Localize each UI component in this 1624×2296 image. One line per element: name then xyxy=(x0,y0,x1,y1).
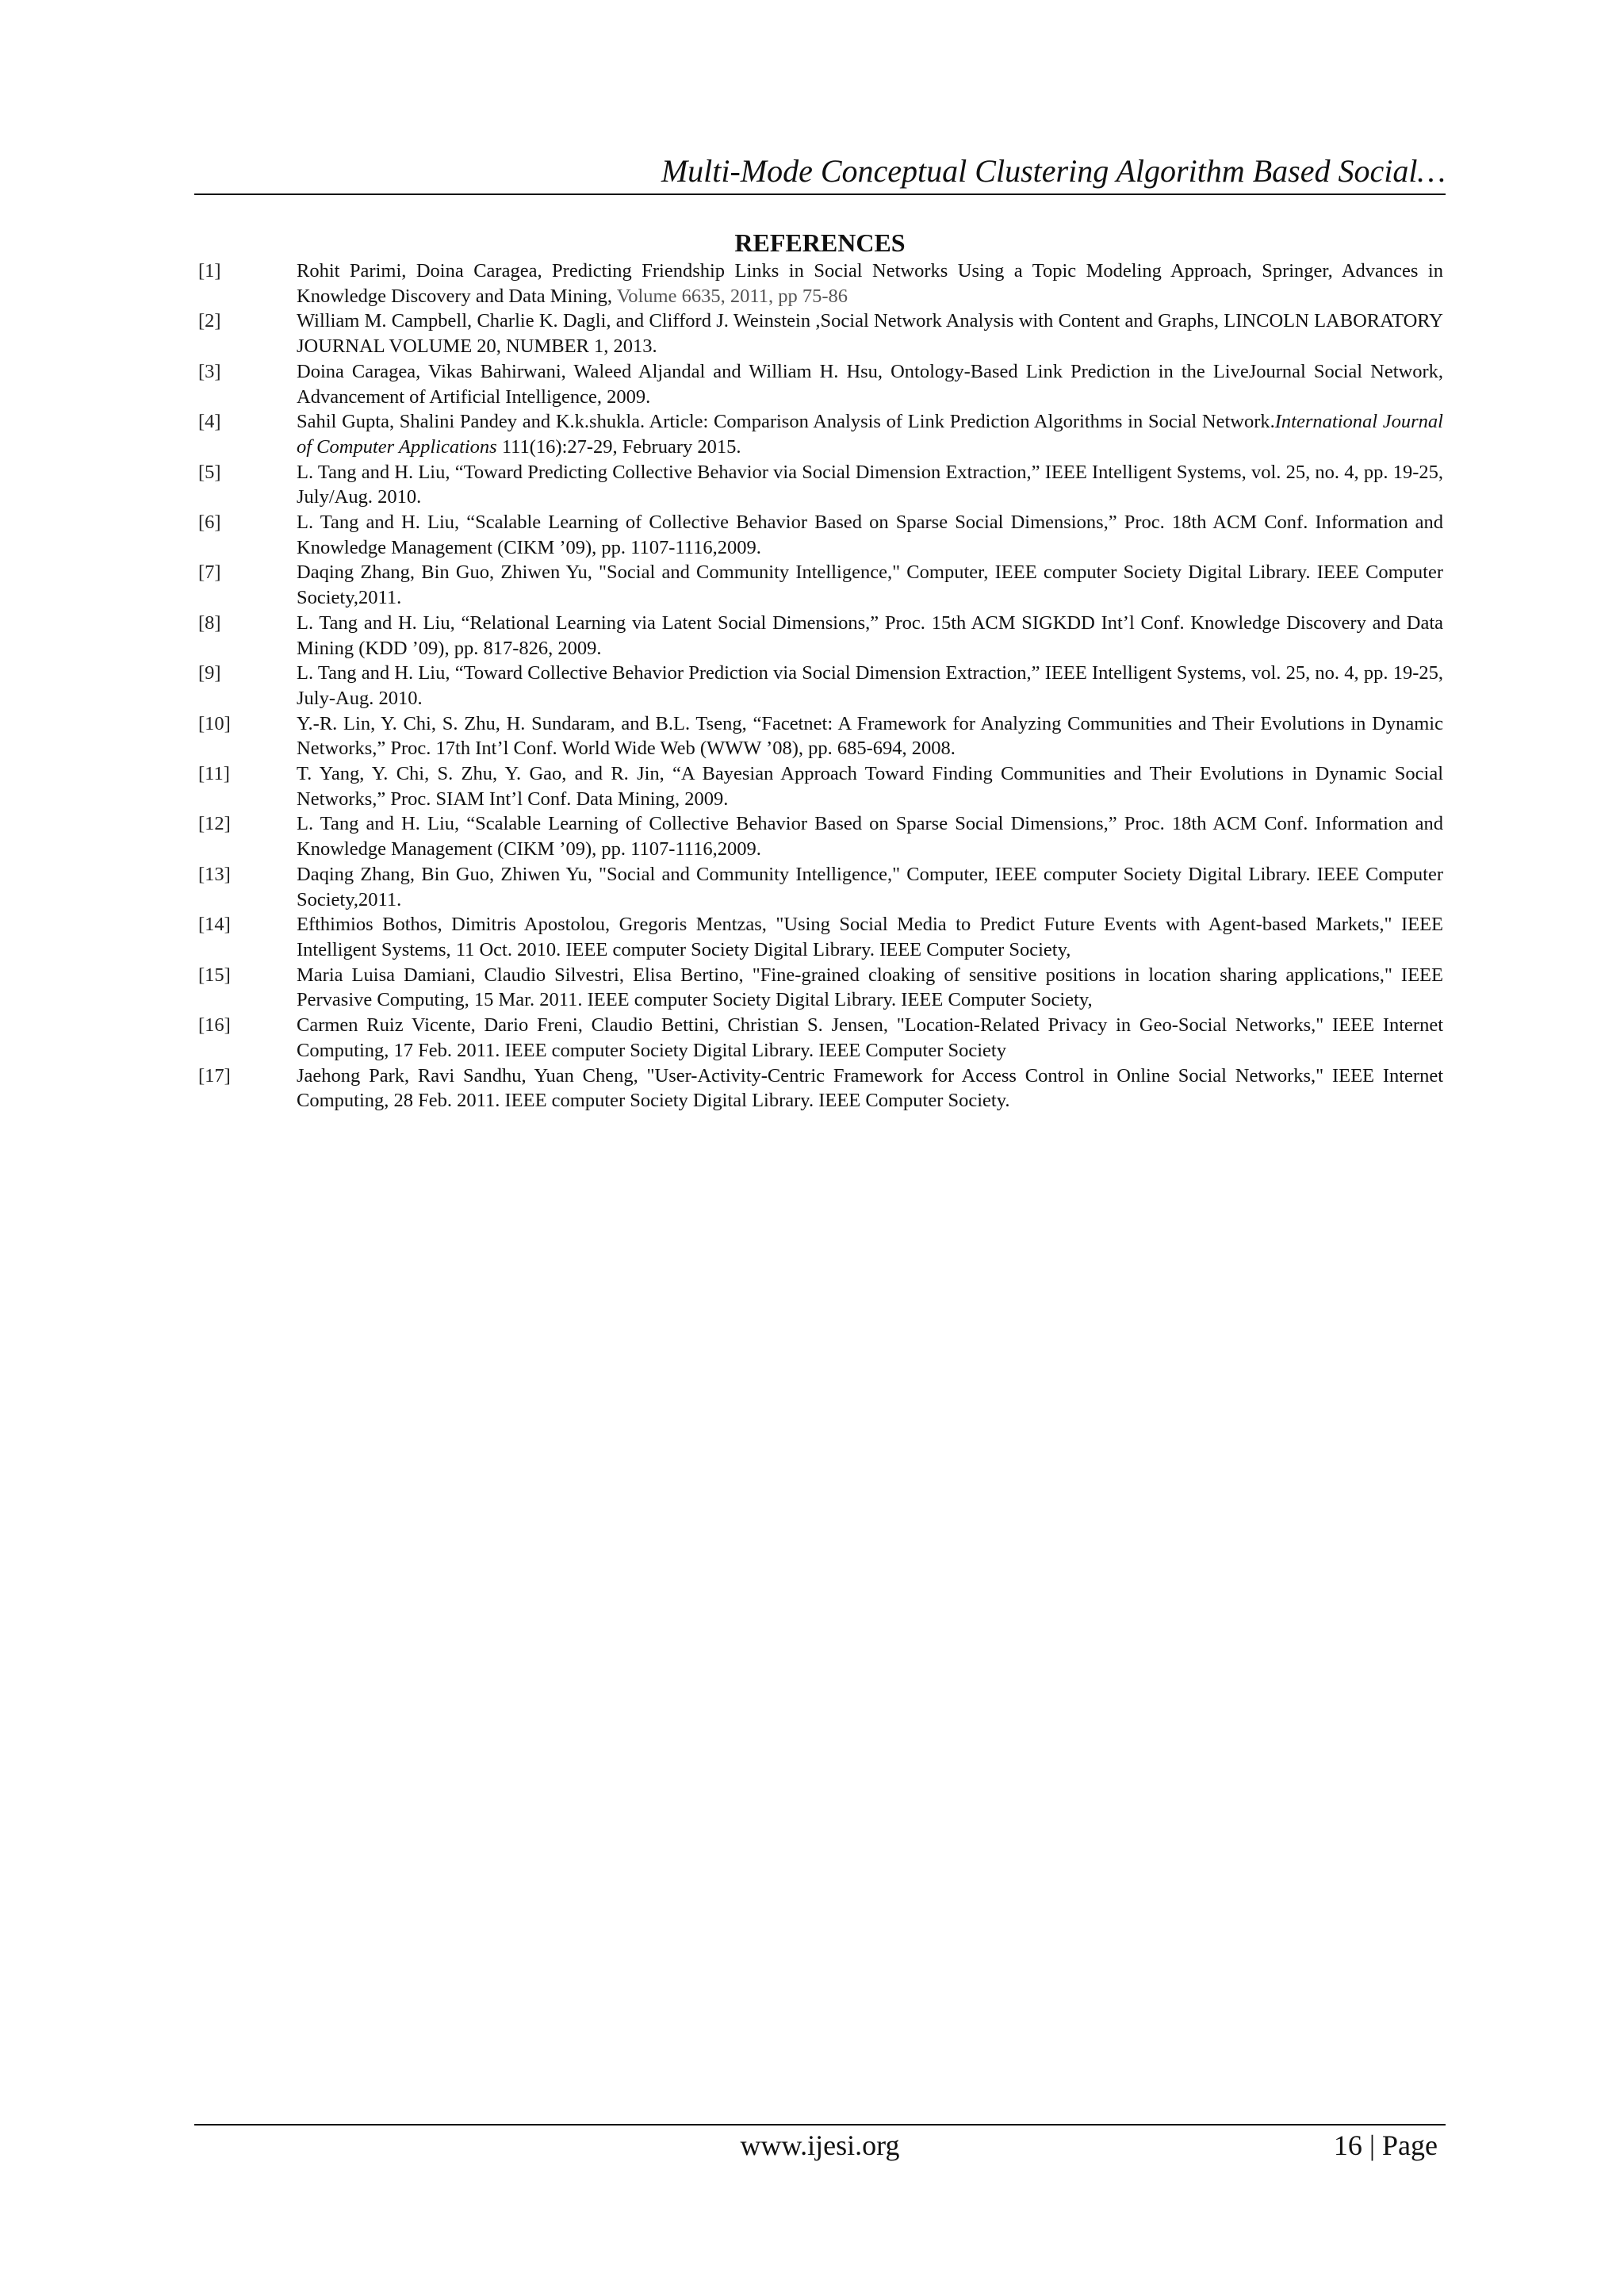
reference-number: [4] xyxy=(198,411,221,433)
reference-item xyxy=(198,309,1443,358)
reference-number: [3] xyxy=(198,360,221,382)
reference-text-text: Maria Luisa Damiani, Claudio Silvestri, Elisa Bertino, "Fine-grained cloaking of sensitive positions in location sharing applications," IEEE Pervasive Computing, 15 Mar. 2011. IEEE computer Society Digital Library. IEEE Computer Society, xyxy=(297,964,1443,1011)
reference-text-text: Doina Caragea, Vikas Bahirwani, Waleed Aljandal and William H. Hsu, Ontology-Based Link Prediction in the LiveJournal Social Network, Advancement of Artificial Intelligence, 2009. xyxy=(297,360,1443,408)
reference-text-text: Efthimios Bothos, Dimitris Apostolou, Gregoris Mentzas, "Using Social Media to Predict Future Events with Agent-based Markets," IEEE Intelligent Systems, 11 Oct. 2010. IEEE computer Society Digital Library. IEEE Computer Society, xyxy=(297,914,1443,960)
reference-text xyxy=(297,359,1443,409)
reference-item xyxy=(198,912,1443,962)
reference-number: [6] xyxy=(198,512,221,534)
reference-text-text: L. Tang and H. Liu, “Toward Predicting Collective Behavior via Social Dimension Extraction,” IEEE Intelligent Systems, vol. 25, no. 4, pp. 19-25, July/Aug. 2010. xyxy=(297,461,1443,508)
reference-number: [8] xyxy=(198,611,221,634)
reference-text xyxy=(297,661,1443,711)
reference-number: [5] xyxy=(198,461,221,483)
reference-item xyxy=(198,560,1443,610)
footer-rule xyxy=(194,2124,1446,2125)
reference-number: [13] xyxy=(198,863,231,885)
reference-number: [11] xyxy=(198,763,230,785)
reference-text-text: L. Tang and H. Liu, “Scalable Learning of Collective Behavior Based on Sparse Social Dimensions,” Proc. 18th ACM Conf. Information and Knowledge Management (CIKM ’09), pp. 1107-1116,2009. xyxy=(297,813,1443,861)
reference-number: [2] xyxy=(198,310,221,332)
reference-item xyxy=(198,711,1443,761)
reference-item xyxy=(198,409,1443,459)
reference-number: [14] xyxy=(198,914,231,936)
reference-item xyxy=(198,761,1443,811)
reference-text-text: T. Yang, Y. Chi, S. Zhu, Y. Gao, and R. Jin, “A Bayesian Approach Toward Finding Communities and Their Evolutions in Dynamic Social Networks,” Proc. SIAM Int’l Conf. Data Mining, 2009. xyxy=(297,763,1443,810)
reference-text xyxy=(297,460,1443,510)
reference-text xyxy=(297,1064,1443,1114)
reference-text xyxy=(297,259,1443,309)
reference-text-text: Y.-R. Lin, Y. Chi, S. Zhu, H. Sundaram, and B.L. Tseng, “Facetnet: A Framework for Analyzing Communities and Their Evolutions in Dynamic Networks,” Proc. 17th Int’l Conf. World Wide Web (WWW ’08), pp. 685-694, 2008. xyxy=(297,712,1443,760)
reference-text-tail: 111(16):27-29, February 2015. xyxy=(496,435,741,458)
reference-text xyxy=(297,560,1443,610)
reference-text xyxy=(297,761,1443,811)
reference-item xyxy=(198,963,1443,1013)
footer-website: www.ijesi.org xyxy=(740,2129,900,2161)
reference-item xyxy=(198,611,1443,661)
reference-text-text: L. Tang and H. Liu, “Relational Learning via Latent Social Dimensions,” Proc. 15th ACM SIGKDD Int’l Conf. Knowledge Discovery and Data Mining (KDD ’09), pp. 817-826, 2009. xyxy=(297,611,1443,659)
reference-text-text: Jaehong Park, Ravi Sandhu, Yuan Cheng, "User-Activity-Centric Framework for Access Control in Online Social Networks," IEEE Internet Computing, 28 Feb. 2011. IEEE computer Society Digital Library. IEEE Computer Society. xyxy=(297,1064,1443,1112)
header-rule xyxy=(194,194,1446,195)
references-title: REFERENCES xyxy=(734,228,906,257)
reference-text-text: Daqing Zhang, Bin Guo, Zhiwen Yu, "Social and Community Intelligence," Computer, IEEE computer Society Digital Library. IEEE Computer Society,2011. xyxy=(297,562,1443,609)
reference-text xyxy=(297,963,1443,1013)
reference-number: [1] xyxy=(198,260,221,282)
reference-item xyxy=(198,862,1443,912)
reference-text xyxy=(297,912,1443,962)
reference-item xyxy=(198,510,1443,560)
reference-number: [12] xyxy=(198,813,231,835)
reference-text-text: L. Tang and H. Liu, “Scalable Learning of Collective Behavior Based on Sparse Social Dimensions,” Proc. 18th ACM Conf. Information and Knowledge Management (CIKM ’09), pp. 1107-1116,2009. xyxy=(297,512,1443,558)
reference-text-text: Sahil Gupta, Shalini Pandey and K.k.shukla. Article: Comparison Analysis of Link Prediction Algorithms in Social Network. xyxy=(297,411,1275,433)
reference-text xyxy=(297,309,1443,358)
reference-number: [17] xyxy=(198,1064,231,1087)
reference-text xyxy=(297,811,1443,861)
reference-text-ital: International Journal of Computer Applications xyxy=(297,411,1443,458)
reference-item xyxy=(198,1064,1443,1114)
reference-text-text: Carmen Ruiz Vicente, Dario Freni, Claudio Bettini, Christian S. Jensen, "Location-Related Privacy in Geo-Social Networks," IEEE Internet Computing, 17 Feb. 2011. IEEE computer Society Digital Library. IEEE Computer Society xyxy=(297,1014,1443,1061)
reference-text xyxy=(297,711,1443,761)
reference-text-gray: Volume 6635, 2011, pp 75-86 xyxy=(616,285,848,307)
reference-item xyxy=(198,811,1443,861)
reference-list xyxy=(198,259,1443,1114)
reference-text xyxy=(297,510,1443,560)
reference-text xyxy=(297,611,1443,661)
reference-number: [16] xyxy=(198,1014,231,1037)
reference-item xyxy=(198,460,1443,510)
reference-number: [10] xyxy=(198,712,231,734)
reference-item xyxy=(198,661,1443,711)
reference-item xyxy=(198,259,1443,309)
footer-page-number: 16 | Page xyxy=(1333,2129,1438,2161)
reference-text xyxy=(297,1013,1443,1063)
reference-text-text: L. Tang and H. Liu, “Toward Collective Behavior Prediction via Social Dimension Extraction,” IEEE Intelligent Systems, vol. 25, no. 4, pp. 19-25, July-Aug. 2010. xyxy=(297,662,1443,709)
reference-number: [9] xyxy=(198,662,221,684)
reference-number: [7] xyxy=(198,562,221,584)
reference-number: [15] xyxy=(198,964,231,986)
reference-text-text: Rohit Parimi, Doina Caragea, Predicting Friendship Links in Social Networks Using a Topic Modeling Approach, Springer, Advances in Knowledge Discovery and Data Mining, xyxy=(297,260,1443,307)
reference-text-text: William M. Campbell, Charlie K. Dagli, and Clifford J. Weinstein ,Social Network Analysis with Content and Graphs, LINCOLN LABORATORY JOURNAL VOLUME 20, NUMBER 1, 2013. xyxy=(297,310,1443,358)
reference-text xyxy=(297,862,1443,912)
reference-item xyxy=(198,359,1443,409)
reference-item xyxy=(198,1013,1443,1063)
reference-text xyxy=(297,409,1443,459)
reference-text-text: Daqing Zhang, Bin Guo, Zhiwen Yu, "Social and Community Intelligence," Computer, IEEE computer Society Digital Library. IEEE Computer Society,2011. xyxy=(297,863,1443,910)
running-header: Multi-Mode Conceptual Clustering Algorithm Based Social… xyxy=(661,153,1446,189)
